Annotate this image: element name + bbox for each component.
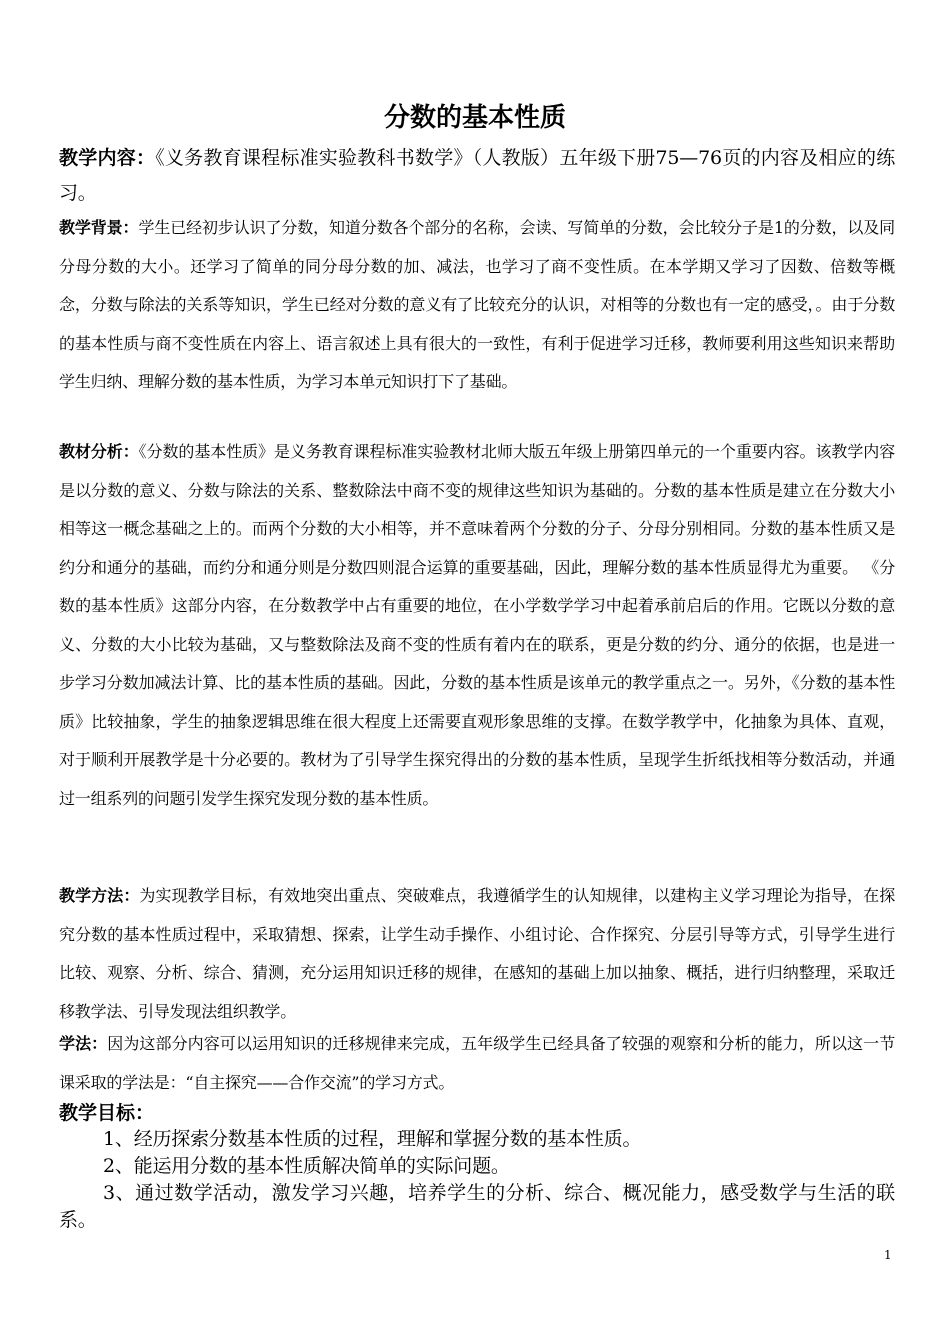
goal-item: 3、通过数学活动，激发学习兴趣，培养学生的分析、综合、概况能力，感受数学与生活的联系。 [59, 1182, 895, 1231]
teaching-method-paragraph [59, 877, 895, 1031]
teaching-method-label: 教学方法： [59, 886, 140, 905]
teaching-goals-heading: 教学目标： [59, 1102, 155, 1124]
textbook-analysis-label: 教材分析： [59, 442, 139, 461]
teaching-background-paragraph [59, 209, 895, 402]
page-number: 1 [884, 1248, 892, 1262]
teaching-background-text: 学生已经初步认识了分数，知道分数各个部分的名称，会读、写简单的分数，会比较分子是1的分数，以及同分母分数的大小。还学习了简单的同分母分数的加、减法，也学习了商不变性质。在本学期又学习了因数、倍数等概念，分数与除法的关系等知识，学生已经对分数的意义有了比较充分的认识，对相等的分数也有一定的感受，。由于分数的基本性质与商不变性质在内容上、语言叙述上具有很大的一致性，有利于促进学习迁移，教师要利用这些知识来帮助学生归纳、理解分数的基本性质，为学习本单元知识打下了基础。 [59, 218, 895, 391]
teaching-method-text: 为实现教学目标，有效地突出重点、突破难点，我遵循学生的认知规律，以建构主义学习理论为指导，在探究分数的基本性质过程中，采取猜想、探索，让学生动手操作、小组讨论、合作探究、分层引导等方式，引导学生进行比较、观察、分析、综合、猜测，充分运用知识迁移的规律，在感知的基础上加以抽象、概括，进行归纳整理，采取迁移教学法、引导发现法组织教学。 [59, 886, 895, 1021]
teaching-content-label: 教学内容： [59, 147, 156, 169]
learning-method-paragraph [59, 1025, 895, 1102]
teaching-content-text: 《义务教育课程标准实验教科书数学》（人教版）五年级下册75—76页的内容及相应的练习。 [59, 147, 895, 204]
goal-item: 1、经历探索分数基本性质的过程，理解和掌握分数的基本性质。 [103, 1128, 642, 1150]
document-title: 分数的基本性质 [383, 103, 566, 133]
learning-method-text: 因为这部分内容可以运用知识的迁移规律来完成，五年级学生已经具备了较强的观察和分析的能力，所以这一节课采取的学法是：“自主探究——合作交流”的学习方式。 [59, 1034, 895, 1092]
textbook-analysis-text: 《分数的基本性质》是义务教育课程标准实验教材北师大版五年级上册第四单元的一个重要内容。该教学内容是以分数的意义、分数与除法的关系、整数除法中商不变的规律这些知识为基础的。分数的基本性质是建立在分数大小相等这一概念基础之上的。而两个分数的大小相等，并不意味着两个分数的分子、分母分别相同。分数的基本性质又是约分和通分的基础，而约分和通分则是分数四则混合运算的重要基础，因此，理解分数的基本性质显得尤为重要。 《分数的基本性质》这部分内容，在分数教学中占有重要的地位，在小学数学学习中起着承前启后的作用。它既以分数的意义、分数的大小比较为基础，又与整数除法及商不变的性质有着内在的联系，更是分数的约分、通分的依据，也是进一步学习分数加减法计算、比的基本性质的基础。因此，分数的基本性质是该单元的教学重点之一。另外，《分数的基本性质》比较抽象，学生的抽象逻辑思维在很大程度上还需要直观形象思维的支撑。在数学教学中，化抽象为具体、直观，对于顺利开展教学是十分必要的。教材为了引导学生探究得出的分数的基本性质，呈现学生折纸找相等分数活动，并通过一组系列的问题引发学生探究发现分数的基本性质。 [59, 442, 895, 808]
learning-method-label: 学法： [59, 1034, 108, 1053]
teaching-content-paragraph [59, 141, 895, 211]
textbook-analysis-paragraph [59, 433, 895, 818]
teaching-goals-list [59, 1126, 895, 1234]
teaching-background-label: 教学背景： [59, 218, 139, 237]
goal-item: 2、能运用分数的基本性质解决简单的实际问题。 [103, 1155, 510, 1177]
